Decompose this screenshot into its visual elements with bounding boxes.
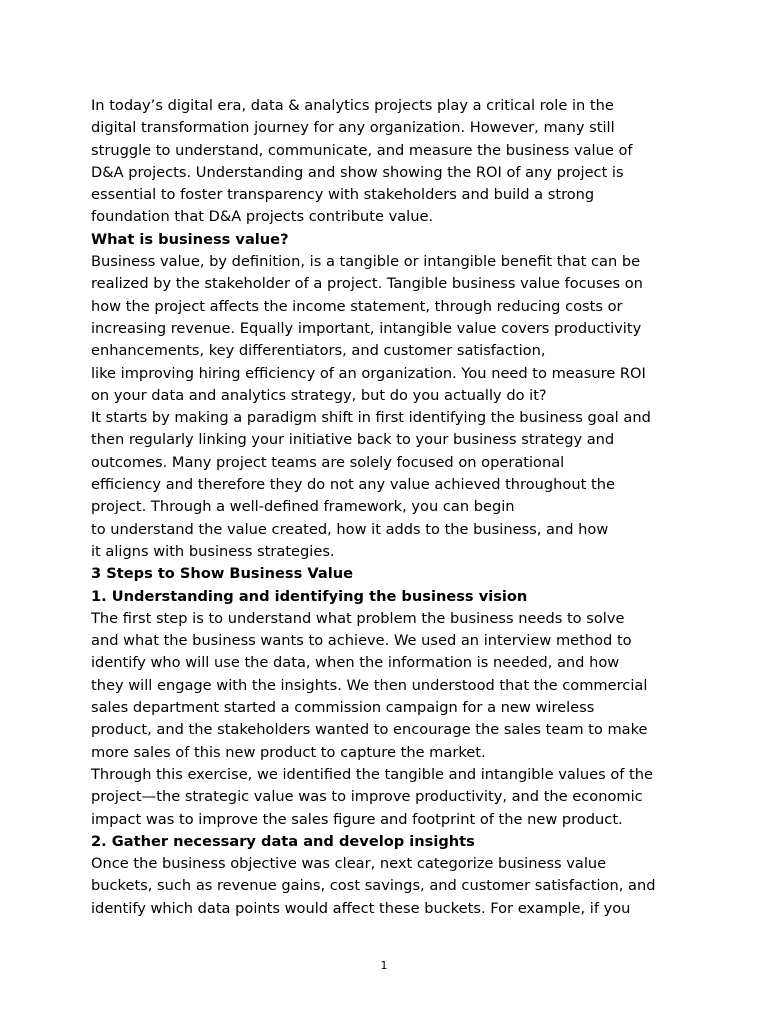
section-heading: What is business value? [91, 230, 289, 248]
paragraph-line: and what the business wants to achieve. We used an interview method to [91, 632, 632, 650]
paragraph-line: then regularly linking your initiative back to your business strategy and [91, 431, 615, 449]
page-number: 1 [380, 959, 388, 972]
paragraph-line: on your data and analytics strategy, but do you actually do it? [91, 386, 547, 404]
paragraph-line: Once the business objective was clear, next categorize business value [91, 855, 607, 873]
section-heading: 3 Steps to Show Business Value [91, 565, 353, 583]
paragraph-line: how the project affects the income statement, through reducing costs or [91, 297, 623, 315]
paragraph-line: to understand the value created, how it adds to the business, and how [91, 520, 609, 538]
paragraph-line: increasing revenue. Equally important, intangible value covers productivity [91, 319, 642, 337]
paragraph-line: D&A projects. Understanding and show showing the ROI of any project is [91, 163, 624, 181]
paragraph-line: sales department started a commission campaign for a new wireless [91, 699, 595, 717]
paragraph-line: Business value, by definition, is a tangible or intangible benefit that can be [91, 253, 641, 271]
paragraph-line: identify which data points would affect these buckets. For example, if you [91, 899, 631, 917]
paragraph-line: In today’s digital era, data & analytics projects play a critical role in the [91, 97, 614, 114]
paragraph-line: identify who will use the data, when the information is needed, and how [91, 654, 620, 672]
paragraph-line: digital transformation journey for any organization. However, many still [91, 119, 615, 137]
paragraph-line: it aligns with business strategies. [91, 542, 335, 560]
paragraph-line: The first step is to understand what problem the business needs to solve [91, 609, 625, 627]
paragraph-line: they will engage with the insights. We then understood that the commercial [91, 676, 648, 694]
paragraph-line: foundation that D&A projects contribute value. [91, 208, 434, 226]
paragraph-line: enhancements, key differentiators, and customer satisfaction, [91, 342, 546, 360]
paragraph-line: Through this exercise, we identified the tangible and intangible values of the [91, 765, 653, 783]
section-heading: 1. Understanding and identifying the business vision [91, 587, 528, 605]
paragraph-line: project. Through a well-defined framework, you can begin [91, 498, 515, 516]
paragraph-line: essential to foster transparency with stakeholders and build a strong [91, 186, 595, 204]
paragraph-line: efficiency and therefore they do not any value achieved throughout the [91, 476, 615, 494]
paragraph-line: more sales of this new product to capture the market. [91, 743, 486, 761]
document-body [91, 95, 691, 920]
paragraph-line: outcomes. Many project teams are solely focused on operational [91, 453, 565, 471]
section-heading: 2. Gather necessary data and develop insights [91, 832, 475, 850]
paragraph-line: product, and the stakeholders wanted to encourage the sales team to make [91, 721, 648, 739]
paragraph-line: like improving hiring efficiency of an organization. You need to measure ROI [91, 364, 646, 382]
paragraph-line: buckets, such as revenue gains, cost savings, and customer satisfaction, and [91, 877, 656, 895]
paragraph-line: struggle to understand, communicate, and measure the business value of [91, 141, 633, 159]
paragraph-line: It starts by making a paradigm shift in first identifying the business goal and [91, 409, 651, 427]
paragraph-line: realized by the stakeholder of a project. Tangible business value focuses on [91, 275, 643, 293]
paragraph-line: impact was to improve the sales figure and footprint of the new product. [91, 810, 623, 828]
paragraph-line: project—the strategic value was to improve productivity, and the economic [91, 788, 643, 806]
